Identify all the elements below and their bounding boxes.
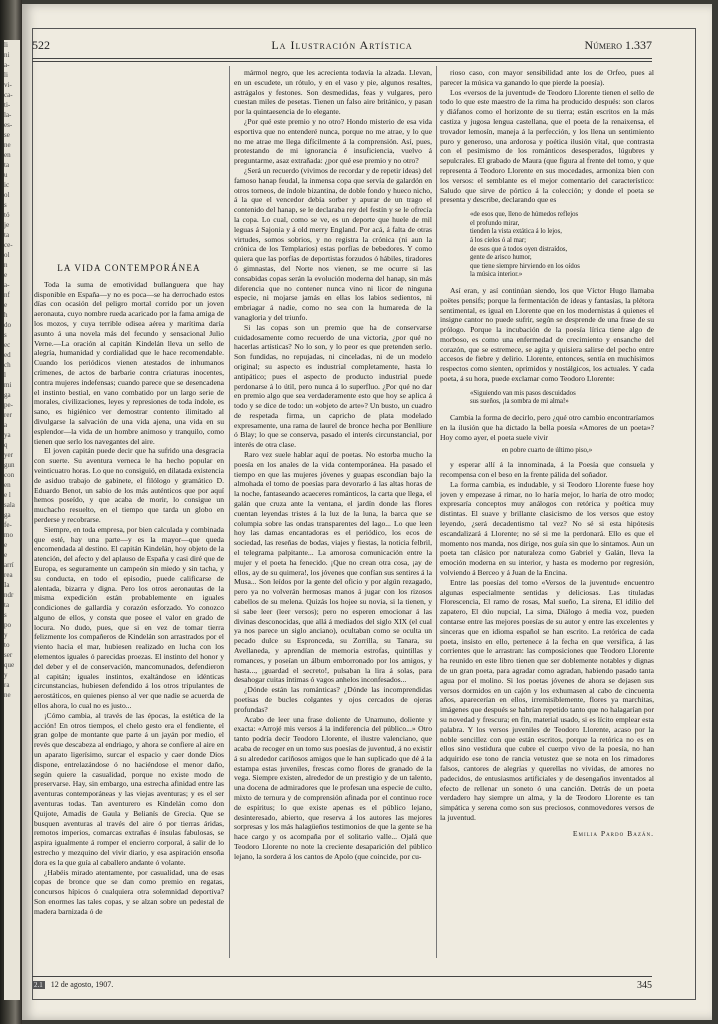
margin-fragment: a- xyxy=(4,61,10,69)
header-rule xyxy=(32,58,652,59)
column-1-spacer xyxy=(34,68,224,264)
margin-fragment: ser xyxy=(4,651,13,659)
margin-fragment: yer xyxy=(4,451,13,459)
margin-fragment: ta xyxy=(4,161,10,169)
margin-fragment: ndr xyxy=(4,591,14,599)
margin-fragment: es- xyxy=(4,121,13,129)
margin-fragment: a- xyxy=(4,281,10,289)
margin-fragment: ti- xyxy=(4,101,11,109)
paragraph: y esperar allí á la innominada, á la Poesía que consuela y recompensa con el beso en la frente pálida del soñador. xyxy=(440,460,654,480)
margin-fragment: e xyxy=(4,271,8,279)
margin-fragment: Ia xyxy=(4,581,10,589)
margin-fragment: ch xyxy=(4,361,11,369)
margin-fragment: s xyxy=(4,611,7,619)
paragraph: ¡Cómo cambia, al través de las épocas, la estética de la acción! En otros tiempos, el chelo gesto era el fendiente, el gran golpe de montante que parte á un jayán por medio, el revés que descabeza al endriago, y ahora se confiere al aire en un aparato ligerísimo, surcar el espacio y caer donde Dios dispone, entrelazándose ó no haciéndose el menor daño, según quiere la casualidad, porque no existe modo de preservarse. Hay, sin embargo, una estrecha afinidad entre las aventuras contemporáneas y las viejas aventuras; y es el ser aventuras todas. Tan aventurero es Kindelán como don Quijote, Amadís de Gaula y Belianís de Grecia. Que se busquen aventuras al través del aire ó por tierras áridas, remotos imperios, comarcas extrañas é ínsulas fabulosas, se aspira igualmente á romper el encierro corporal, á salir de lo estrecho y mezquino del vivir diario, y esa aspiración ensoña dora es la que guía al caballero andante ó volante. xyxy=(34,710,224,867)
margin-fragment: ga xyxy=(4,391,11,399)
margin-fragment: e l xyxy=(4,491,11,499)
margin-fragment: e xyxy=(4,551,8,559)
margin-fragment: li xyxy=(4,41,8,49)
margin-fragment: mi xyxy=(4,381,12,389)
column-2 xyxy=(234,68,432,968)
verse-line: tienden la vista extática á lo lejos, xyxy=(470,228,562,236)
verse-line: que tiene siempre hirviendo en los oídos xyxy=(470,262,580,270)
margin-fragment: q xyxy=(4,441,8,449)
margin-fragment: ol xyxy=(4,191,10,199)
margin-fragment: e xyxy=(4,541,8,549)
column-1 xyxy=(34,68,224,968)
paragraph: ¿Será un recuerdo (vivimos de recordar y de repetir ideas) del famoso hanap feudal, la inmensa copa que servía de galardón en otros torneos, de índole bizantina, de doble fondo y hueco nicho, á la que el vencedor debía sorber y apurar de un trago el contenido del hanap, se le declaraba rey del festín y se le ofrecía la copa. Lo cual, como se ve, es un deporte que huele de mil leguas á Sajonia y á old merry England. Por acá, á falta de otras virtudes, somos sobrios, y no registra la crónica (ni aun la crónica de los Templarios) estas porfías de bebedores. Y como quiera que las porfías de deportistas forzudos ó hábiles, tiradores ó gimnastas, del Norte nos vienen, se me ocurre si las consabidas copas serán la evolución moderna del hanap, sin más diferencia que no contener nunca vino ni licor de ninguna especie, ni mojarse jamás en ellas los labios sedientos, ni embriagar á nadie, como no sea con la humareda de la vanagloria y del triunfo. xyxy=(234,165,432,322)
margin-fragment: con xyxy=(4,471,15,479)
paragraph: Raro vez suele hablar aquí de poetas. No estorba mucho la poesía en los anales de la vida contemporánea. Ha pasado el tiempo en que las mujeres jóvenes y guapas escondían bajo la almohada el tomo de poesías para devorarlo á las altas horas de la noche, fantaseando acaeceres románticos, la carta que llega, el galán que cruza ante la ventana, el jardín donde las flores cuentan leyendas tristes á la luz de la luna, la barca que se columpia sobre las ondas transparentes del lago... Lo que leen hoy las damas encantadoras es el periódico, los ecos de sociedad, las reseñas de bodas, viajes y fiestas, la noticia felbril, el telegrama palpitante... La amorosa comunicación entre la mujer y el poeta ha fenecido. ¡Que no crean otra cosa, ¡ay de ellos, ay de su quimera!, los jóvenes que confían sus sentires á la Musa... Son leídos por la gente del oficio y por algún rezagado, pero ya no volverán hermosas manos á jugar con los rizosos cabellos de su melena. Quizás los hojee su novia, si la tienen, y si sabe leer (leer versos); pero no esperen emocionar á las divinas desconocidas, que allá á mediados del siglo XIX (el cual ya nos parece un siglo anciano), ocultaban como se oculta un pecado dulce su Espronceda, su Zorrilla, su Tanara, su Avellaneda, y aprendían de memoria estrofas, quintillas y romances, y poseían un álbum emborronado por los amigos, y hasta..., ¡guardad el secreto!, pulsaban la lira á solas, para desahogar cuitas íntimas ó vagos anhelos inconfesados... xyxy=(234,450,432,685)
margin-fragment: li xyxy=(4,71,8,79)
margin-fragment: y xyxy=(4,671,8,679)
margin-fragment: ec xyxy=(4,341,11,349)
paragraph: Cambia la forma de decirlo, pero ¿qué otro cambio encontraríamos en la ilusión que ha dictado la bella poesía «Amores de un poeta»? Hoy como ayer, el poeta suele vivir xyxy=(440,413,654,442)
margin-fragment: s xyxy=(4,201,7,209)
verse-line: el profundo mirar, xyxy=(470,219,520,227)
margin-fragment: ra xyxy=(4,681,10,689)
margin-fragment: arrí xyxy=(4,561,14,569)
column-divider xyxy=(436,66,437,958)
margin-fragment: en xyxy=(4,151,11,159)
margin-fragment: ta xyxy=(4,601,10,609)
margin-fragment: pe- xyxy=(4,401,13,409)
footer-badge: 2.1 xyxy=(34,981,43,989)
page-header xyxy=(32,38,652,58)
margin-fragment: ol xyxy=(4,251,10,259)
margin-fragment: ya xyxy=(4,431,11,439)
margin-fragment: u xyxy=(4,171,8,179)
verse-line: «de esos que, lleno de húmedos reflejos xyxy=(470,211,579,219)
verse-line: de esos que á todos oyen distraídos, xyxy=(470,245,568,253)
verse-quote xyxy=(470,390,654,407)
column-3-body-c xyxy=(440,413,654,442)
margin-fragment: ga xyxy=(4,511,11,519)
column-3 xyxy=(440,68,654,968)
margin-fragment: tó xyxy=(4,211,10,219)
paragraph: ¿Dónde están las románticas? ¿Dónde las incomprendidas poetisas de bucles colgantes y ojos cercados de ojeras profundas? xyxy=(234,685,432,714)
margin-fragment: rea xyxy=(4,571,13,579)
margin-fragment: ta xyxy=(4,231,10,239)
footer-page-number: 345 xyxy=(637,980,652,991)
magazine-title: La Ilustración Artística xyxy=(271,38,413,52)
verse-quote xyxy=(470,211,654,280)
verse-line: á los cielos ó al mar; xyxy=(470,236,527,244)
paragraph: Si las copas son un premio que ha de conservarse cuidadosamente como recuerdo de una victoria, ¿por qué no hacerlas artísticas? No lo son, y lo peor es que pretenden serlo. Son fundidas, no repujadas, ni cinceladas, ni de un modelo original; su aspecto es industrial completamente, hasta lo antipático; pues el aspecto de producto industrial puede perdonarse á lo útil, pero nunca á lo superfluo. ¿Por qué no dar en premio algo que sea verdaderamente esto que hoy se aplica á todo y se dice de todo: un «objeto de arte»? Un busto, un cuadro de respetada firma, un capricho de plata modelado expresamente, una rama de laurel de bronce hecha por Benlliure ó Blay; lo que se conserva, pasado el interés circunstancial, por interés de otra clase. xyxy=(234,322,432,450)
paragraph: Así eran, y así continúan siendo, los que Víctor Hugo llamaba poëtes pensifs; porque la fermentación de ideas y fantasías, la plétora sentimental, es igual en Llorente que en los modernistas á quienes el insigne cantor no puede sufrir, según se desprende de una frase de su prólogo. Porque la incubación de la poesía lírica tiene algo de morboso, es como una enfermedad de crecimiento y ensanche del corazón, que se estremece, se agita y quisiera salirse del pecho entre accesos de fiebre y delirio. Llorente, entonces, sentía en muchísimos respectos como sienten, oprimidos y nostálgicos, los actuales. Y cada poeta, á su hora, puede exclamar como Teodoro Llorente: xyxy=(440,285,654,384)
margin-fragment: ne xyxy=(4,691,11,699)
paragraph: rioso caso, con mayor sensibilidad ante los de Orfeo, pues al parecer la música va ganando lo que pierde la poesía). xyxy=(440,68,654,87)
verse-line: «Siguiendo van mis pasos descuidados xyxy=(470,389,576,397)
margin-fragment: to xyxy=(4,641,10,649)
column-3-body-b xyxy=(440,286,654,384)
margin-fragment: en xyxy=(4,481,11,489)
paragraph: Siempre, en toda empresa, por bien calculada y combinada que esté, hay una parte—y es la mayor—que queda encomendada al destino. El capitán Kindelán, hoy objeto de la atención, del afecto y del aplauso de España y casi diré que de Europa, es seguramente un campeón sin miedo y sin tacha, y su conducta, en todo el episodio, puede calificarse de alentada, bizarra y digna. Pero los otros aeronautas de la misma expedición están probablemente en iguales condiciones de gallardía y corazón esforzado. Yo conozco alguno de ellos, y consta que posee el valor en grado de locura. No dudo, pues, que si en vez de tomar tierra felizmente los compañeros de Kindelán son arrastrados por el viento hacia el mar, hubiesen realizado en lucha con los elementos iguales ó parecidas proezas. El instinto del honor y del deber y el de conservación, mancomunados, defendieron al capitán; iguales instintos, exaltándose en idénticas circunstancias, hubiesen defendido á los otros tripulantes de aerostáticos, en quienes pienso al ver que nadie se acuerda de ellos ahora, lo cual no es justo... xyxy=(34,524,224,711)
margin-fragment: e xyxy=(4,301,8,309)
verse-line: sus sueños, ¡la sombra de mi alma!» xyxy=(470,398,569,406)
column-divider xyxy=(229,66,230,958)
verse-line: gente de arisco humor, xyxy=(470,254,532,262)
margin-fragment: que xyxy=(4,661,15,669)
paragraph: mármol negro, que les acrecienta todavía la alzada. Llevan, en un escudete, un rótulo, y en el vaso y pie, algunos resaltes, astrágalos y festones. Son desmedidas, feas y vulgares, pero cuestan miles de pesetas. Tienen un falso aire británico, y pasan por la quintaesencia de lo elegante. xyxy=(234,68,432,117)
column-1-body xyxy=(34,280,224,917)
paragraph: Entre las poesías del tomo «Versos de la juventud» encuentro algunas especialmente sentidas y deliciosas. Las tituladas Florescencia, El ramo de rosas, Mal sueño, La sirena, El idilio del zapatero, El dúo nupcial, La sima, Diálogo á media voz, pueden contarse entre las mejores poesías de su autor y entre las excelentes y sinceras que en idioma español se han escrito. La retórica de cada poeta, insisto en ello, pertenece á la fecha en que versifica, á las corrientes que le arrastran: las composiciones que Teodoro Llorente ha reunido en este libro tienen que ser doblemente notables y dignas de un gran poeta, para agradar como agradan, habiendo pasado tanta agua por el molino. Si los poetas jóvenes de ahora se dejasen sus versos dormidos en un cajón y los exhumasen al cabo de cincuenta años, aparecerían en ellos, irremisiblemente, flores ya marchitas, imágenes que después se habrían repetido tanto que no halagarían por su novedad y frescura; en fin, material usado, si es lícito emplear esta palabra. Y los versos juveniles de Teodoro Llorente, acaso por la noble sencillez con que están escritos, porque la retórica no es en ellos sino vestidura que cubre el cuerpo vivo de la poesía, no han adquirido ese tono de rancia vetustez que se nota en los rimadores falsos, cantores de alegrías y querellas no vividas, de amores no padecidos, de entusiasmos artificiales y de desengaños inventados al efecto de rellenar un soneto ó una canción. Detrás de un poeta verdadero hay siempre un alma, y la de Teodoro Llorente es tan simpática y serena como son sus preciosos, conmovedores versos de la juventud. xyxy=(440,577,654,822)
margin-fragment: vi- xyxy=(4,81,12,89)
margin-fragment: a xyxy=(4,421,8,429)
margin-fragment: rer xyxy=(4,411,12,419)
column-3-body-d xyxy=(440,460,654,822)
margin-fragment: l xyxy=(4,371,6,379)
margin-fragment: ce- xyxy=(4,241,13,249)
page-number: 522 xyxy=(32,38,50,52)
paragraph: Los «versos de la juventud» de Teodoro Llorente tienen el sello de todo lo que este maestro de la rima ha producido después: son claros y diáfanos como el horizonte de su tierra; están escritos en la más castiza y jugosa lengua castellana, que el poeta de la renaixensa, el trovador lemosín, maneja á la perfección, y los llena un sentimiento puro y generoso, una ardorosa y poética ilusión vital, que contrasta con el pesimismo de los románticos desesperados, lúgubres y sepulcrales. El grabado de Maura (que figura al frente del tomo, y que representa á Teodoro Llorente en sus mocedades, armoniza bien con los versos: el semblante es el mejor comentario del característico: Saludo que sirve de pórtico á la colección; y donde el poeta se presenta y describe, declarando que es xyxy=(440,87,654,205)
page-footer xyxy=(32,980,652,996)
footer-date: 12 de agosto, 1907. xyxy=(50,980,114,989)
paragraph: Toda la suma de emotividad bullanguera que hay disponible en España—y no es poca—se ha derrochado estos días con ocasión del peligro mortal corrido por un joven aeronauta, cuyo nombre rueda acaricado por la fama amiga de los mozos, y cuya terrible odisea aérea y marítima daría asunto á una novela más del fecundo y sensacional Julio Verne.—La oración al capitán Kindelán lleva un sello de alegría, humanidad y cordialidad que le hace recomendable. Cuando los periódicos vienen atestados de inhumanos crímenes, de actos de barbarie contra criaturas inocentes, contra mujeres indefensas; cuando parece que se desencadena el instinto bestial, en vano combatido por un largo serie de morales, civilizaciones, leyes y represiones de toda índole, es sano, es higiénico ver demostrar contento ilimitado al divulgarse la salvación de una vida ajena, una vida en su esplendor—la vida de un hombre animoso y tranquilo, como tienen que serlo los navegantes del aire. xyxy=(34,279,224,446)
margin-fragment: ca- xyxy=(4,91,13,99)
paragraph: ¿Por qué este premio y no otro? Hondo misterio de esa vida esportiva que no entenderé nunca, porque no me atrae, y lo que no me atrae me llega difícilmente á la comprensión. Así, pues, protestando de mi ignorancia é insuficiencia, vuelvo á preguntarme, asaz extrañada: ¿por qué ese premio y no otro? xyxy=(234,116,432,166)
paragraph: Acabo de leer una frase doliente de Unamuno, doliente y exacta: «Arrojé mis versos á la indiferencia del público...» Otro tanto podría decir Teodoro Llorente, el ilustre valenciano, que acaba de recoger en un tomo sus poesías de juventud, á no existir á su alrededor cariñosos amigos que le han suplicado que dé á la estampa estas juveniles, frescas como flores de granado de la vega. Siempre existen, alrededor de un prestigio y de un talento, una docena de admiradores que le profesan una especie de culto, mixto de ternura y de comprensión afinada por el continuo roce de espíritus; lo que existe apenas es el público lejano, desinteresado, abierto, que reserva á los autores las mejores sorpresas y los más halagüeños testimonios de que la gente se ha hace cargo y os acompaña por el solitario valle... Ojalá que Teodoro Llorente no note la creciente desaparición del público lejano, la sordera á los cantos de Apolo (que coincide, por cu- xyxy=(234,714,432,861)
header-rule-secondary xyxy=(32,61,652,62)
margin-fragment: do xyxy=(4,321,11,329)
margin-fragment: h xyxy=(4,311,8,319)
margin-fragment: ed xyxy=(4,351,11,359)
verse-line: la música interior.» xyxy=(470,271,523,279)
margin-fragment: fe- xyxy=(4,521,12,529)
paragraph: La forma cambia, es indudable, y si Teodoro Llorente fuese hoy joven y empezase á rimar, no lo haría mejor, lo haría de otro modo; expresaría conceptos muy análogos con retórica y poética muy distintas. El suave y brillante clasicismo de los versos que estoy leyendo, ¿será decadentismo tal vez? No sé si esta hipótesis escandalizará á Llorente; no sé si me la perdonará. Ello es que el momento nos manda, nos dirige, nos guía sin que lo sintamos. Aun un poeta tan clásico por naturaleza como Gabriel y Galán, lleva la emoción moderna en su interior, y hasta es moderno por regresión, volviendo á Berceo y á Juan de la Encina. xyxy=(440,479,654,578)
margin-fragment: je xyxy=(4,221,10,229)
column-2-body xyxy=(234,68,432,862)
margin-fragment: s xyxy=(4,331,7,339)
footer-rule xyxy=(32,976,652,977)
margin-fragment: se xyxy=(4,131,10,139)
verse-line: en pobre cuarto de último piso,» xyxy=(501,446,593,455)
column-3-body-a xyxy=(440,68,654,205)
paragraph: El joven capitán puede decir que ha sufrido una desgracia con suerte. Su aventura verneca le ha hecho popular en veinticuatro horas. Lo que no consiguió, en dilatada existencia de asiduo trabajo de gabinete, el filólogo y gramático D. Eduardo Benot, un sabio de los más auténticos que por aquí hemos poseído, y que acaba de morir, lo consigue un muchacho resuelto, en el tiempo que tarda un globo en perderse y recobrarse. xyxy=(34,446,224,524)
previous-page-margin xyxy=(4,40,20,1000)
margin-fragment: po xyxy=(4,621,11,629)
margin-fragment: nf xyxy=(4,291,10,299)
margin-fragment: mo xyxy=(4,531,13,539)
margin-fragment: y xyxy=(4,631,8,639)
margin-fragment: la- xyxy=(4,111,12,119)
author-signature: Emilia Pardo Bazán. xyxy=(572,828,654,838)
margin-fragment: sala xyxy=(4,501,15,509)
margin-fragment: gun xyxy=(4,461,15,469)
margin-fragment: ic xyxy=(4,181,10,189)
issue-number: Número 1.337 xyxy=(584,38,652,52)
margin-fragment: ne xyxy=(4,141,11,149)
margin-fragment: ni xyxy=(4,51,10,59)
margin-fragment: n xyxy=(4,261,8,269)
paragraph: ¿Habéis mirado atentamente, por casualidad, una de esas copas de bronce que se dan como premio en regatas, concursos hípicos ó cualquiera otra solemnidad deportiva? Son enormes las tales copas, y se alzan sobre un pedestal de madera barnizada ó de xyxy=(34,867,224,916)
section-title: LA VIDA CONTEMPORÁNEA xyxy=(57,263,201,273)
